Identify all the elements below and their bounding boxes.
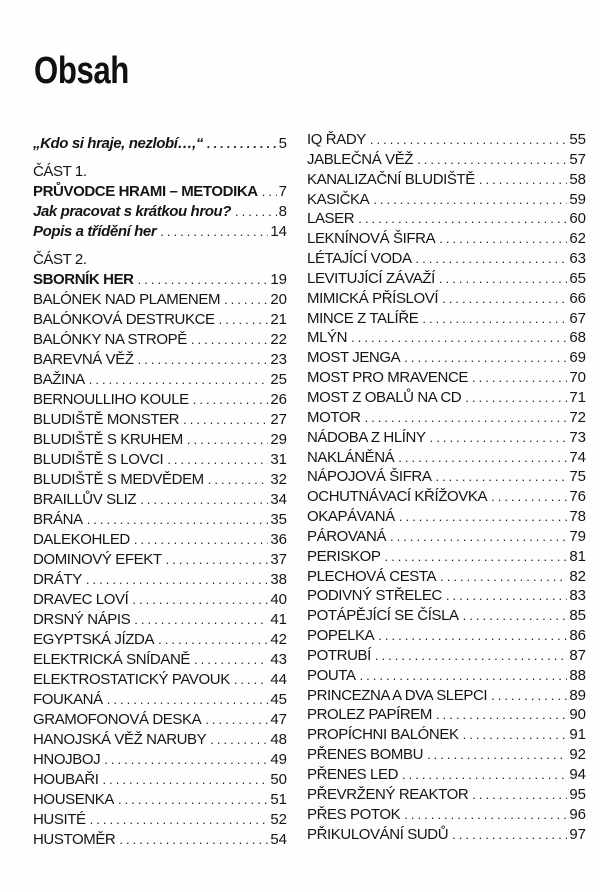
toc-entry-page: 21 xyxy=(270,311,287,328)
toc-entry-label: BLUDIŠTĚ S LOVCI xyxy=(33,451,164,468)
dot-leader xyxy=(166,550,269,570)
toc-entry-page: 37 xyxy=(270,551,287,568)
toc-entry[interactable] xyxy=(307,328,586,348)
part-2-heading: ČÁST 2. xyxy=(33,251,87,268)
toc-entry[interactable] xyxy=(33,430,287,450)
toc-entry-intro[interactable] xyxy=(33,134,287,154)
dot-leader xyxy=(440,567,567,587)
dot-leader xyxy=(193,390,269,410)
toc-entry-page: 65 xyxy=(569,269,586,287)
toc-entry[interactable] xyxy=(307,606,586,626)
toc-entry[interactable] xyxy=(33,690,287,710)
toc-entry[interactable] xyxy=(33,490,287,510)
toc-entry-label: ELEKTRICKÁ SNÍDANĚ xyxy=(33,651,191,668)
toc-entry[interactable] xyxy=(307,229,586,249)
dot-leader xyxy=(205,710,268,730)
toc-entry[interactable] xyxy=(307,686,586,706)
toc-entry[interactable] xyxy=(33,610,287,630)
toc-entry-label: PLECHOVÁ CESTA xyxy=(307,567,437,585)
toc-entry-page: 50 xyxy=(270,771,287,788)
toc-entry[interactable] xyxy=(33,222,287,242)
toc-entry-page: 26 xyxy=(270,391,287,408)
dot-leader xyxy=(416,249,568,269)
right-items xyxy=(307,130,586,844)
toc-entry-page: 27 xyxy=(270,411,287,428)
dot-leader xyxy=(378,626,567,646)
dot-leader xyxy=(103,770,269,790)
toc-entry-page: 71 xyxy=(569,388,586,406)
dot-leader xyxy=(107,690,269,710)
toc-entry-label: OCHUTNÁVACÍ KŘÍŽOVKA xyxy=(307,488,488,506)
toc-entry-page: 67 xyxy=(569,309,586,327)
spacer xyxy=(33,154,287,162)
dot-leader xyxy=(207,134,277,154)
dot-leader xyxy=(491,487,567,507)
dot-leader xyxy=(140,490,268,510)
toc-entry[interactable] xyxy=(307,309,586,329)
dot-leader xyxy=(134,530,268,550)
dot-leader xyxy=(89,370,269,390)
toc-entry-label: PŘIKULOVÁNÍ SUDŮ xyxy=(307,825,449,843)
toc-entry-label: PŘES POTOK xyxy=(307,805,401,823)
dot-leader xyxy=(360,666,568,686)
toc-entry-page: 76 xyxy=(569,488,586,506)
dot-leader xyxy=(87,510,269,530)
toc-entry-page: 52 xyxy=(270,811,287,828)
toc-entry[interactable] xyxy=(307,646,586,666)
toc-entry[interactable] xyxy=(33,330,287,350)
toc-entry-label: NAKLÁNĚNÁ xyxy=(307,448,395,466)
toc-entry[interactable] xyxy=(33,350,287,370)
toc-entry-label: MOST JENGA xyxy=(307,349,401,367)
dot-leader xyxy=(439,269,567,289)
toc-entry[interactable] xyxy=(33,710,287,730)
toc-entry-label: PERISKOP xyxy=(307,547,381,565)
toc-entry-label: Popis a třídění her xyxy=(33,223,157,240)
toc-entry-label: BRÁNA xyxy=(33,511,83,528)
dot-leader xyxy=(435,467,567,487)
toc-entry-page: 57 xyxy=(569,150,586,168)
toc-entry[interactable] xyxy=(307,487,586,507)
toc-entry-label: POTRUBÍ xyxy=(307,646,371,664)
toc-entry[interactable] xyxy=(307,467,586,487)
toc-entry-label: JABLEČNÁ VĚŽ xyxy=(307,150,414,168)
toc-entry[interactable] xyxy=(307,209,586,229)
toc-entry-label: BLUDIŠTĚ S KRUHEM xyxy=(33,431,183,448)
toc-entry-label: HUSTOMĚR xyxy=(33,831,116,848)
toc-entry-label: „Kdo si hraje, nezlobí…,“ xyxy=(33,135,204,152)
toc-entry-label: MOST Z OBALŮ NA CD xyxy=(307,388,462,406)
toc-entry-page: 85 xyxy=(569,607,586,625)
toc-entry-label: ELEKTROSTATICKÝ PAVOUK xyxy=(33,671,230,688)
toc-entry-page: 54 xyxy=(270,831,287,848)
dot-leader xyxy=(373,190,567,210)
dot-leader xyxy=(439,229,567,249)
dot-leader xyxy=(358,209,567,229)
dot-leader xyxy=(404,348,567,368)
toc-entry-label: DOMINOVÝ EFEKT xyxy=(33,551,162,568)
toc-entry[interactable] xyxy=(307,785,586,805)
toc-entry-page: 8 xyxy=(278,203,287,220)
toc-entry-label: BLUDIŠTĚ S MEDVĚDEM xyxy=(33,471,204,488)
toc-entry[interactable] xyxy=(307,348,586,368)
toc-entry-label: HOUSENKA xyxy=(33,791,114,808)
toc-entry[interactable] xyxy=(307,527,586,547)
toc-entry-page: 89 xyxy=(569,686,586,704)
toc-entry-page: 45 xyxy=(270,691,287,708)
dot-leader xyxy=(118,790,268,810)
toc-entry-label: NÁPOJOVÁ ŠIFRA xyxy=(307,468,432,486)
toc-entry-page: 62 xyxy=(569,230,586,248)
toc-entry-page: 68 xyxy=(569,329,586,347)
dot-leader xyxy=(90,810,269,830)
toc-entry-label: HNOJBOJ xyxy=(33,751,101,768)
toc-entry-label: DALEKOHLED xyxy=(33,531,130,548)
toc-entry-page: 59 xyxy=(569,190,586,208)
toc-entry[interactable] xyxy=(307,805,586,825)
dot-leader xyxy=(138,270,269,290)
dot-leader xyxy=(167,450,268,470)
toc-entry-label: PŘENES BOMBU xyxy=(307,746,424,764)
toc-entry-page: 95 xyxy=(569,785,586,803)
toc-entry-page: 7 xyxy=(278,183,287,200)
dot-leader xyxy=(430,428,568,448)
spacer xyxy=(33,242,287,250)
toc-entry[interactable] xyxy=(307,170,586,190)
toc-entry-page: 86 xyxy=(569,627,586,645)
dot-leader xyxy=(262,182,277,202)
dot-leader xyxy=(422,309,567,329)
toc-entry-label: MIMICKÁ PŘÍSLOVÍ xyxy=(307,289,439,307)
toc-entry-label: BRAILLŮV SLIZ xyxy=(33,491,137,508)
toc-entry-label: DRSNÝ NÁPIS xyxy=(33,611,131,628)
toc-entry-page: 78 xyxy=(569,508,586,526)
dot-leader xyxy=(104,750,268,770)
dot-leader xyxy=(119,830,268,850)
toc-entry[interactable] xyxy=(33,830,287,850)
toc-entry-page: 82 xyxy=(569,567,586,585)
toc-entry-page: 75 xyxy=(569,468,586,486)
toc-entry[interactable] xyxy=(307,448,586,468)
toc-entry[interactable] xyxy=(307,249,586,269)
toc-entry[interactable] xyxy=(307,567,586,587)
toc-entry[interactable] xyxy=(307,666,586,686)
toc-entry-page: 44 xyxy=(270,671,287,688)
toc-entry[interactable] xyxy=(307,428,586,448)
toc-entry-label: PŘENES LED xyxy=(307,766,399,783)
toc-entry-label: BLUDIŠTĚ MONSTER xyxy=(33,411,180,428)
toc-entry-page: 55 xyxy=(569,131,586,148)
toc-entry-page: 31 xyxy=(270,451,287,468)
toc-entry-label: Jak pracovat s krátkou hrou? xyxy=(33,203,232,220)
toc-entry[interactable] xyxy=(33,202,287,222)
toc-entry-page: 92 xyxy=(569,746,586,764)
toc-entry-page: 20 xyxy=(270,291,287,308)
toc-entry-page: 70 xyxy=(569,369,586,387)
toc-entry[interactable] xyxy=(33,290,287,310)
toc-entry-label: POPELKA xyxy=(307,627,375,645)
toc-entry-label: NÁDOBA Z HLÍNY xyxy=(307,428,426,446)
toc-entry-label: HANOJSKÁ VĚŽ NARUBY xyxy=(33,731,207,748)
toc-entry-label: EGYPTSKÁ JÍZDA xyxy=(33,631,155,648)
dot-leader xyxy=(491,686,567,706)
dot-leader xyxy=(370,130,567,150)
toc-entry[interactable] xyxy=(307,745,586,765)
toc-entry-page: 79 xyxy=(569,527,586,545)
dot-leader xyxy=(224,290,268,310)
toc-entry[interactable] xyxy=(307,725,586,745)
toc-entry[interactable] xyxy=(33,370,287,390)
toc-entry-page: 25 xyxy=(270,371,287,388)
dot-leader xyxy=(183,410,268,430)
toc-entry-label: DRÁTY xyxy=(33,571,82,588)
toc-entry-page: 94 xyxy=(569,766,586,783)
toc-entry[interactable] xyxy=(33,470,287,490)
toc-entry[interactable] xyxy=(307,408,586,428)
dot-leader xyxy=(365,408,568,428)
toc-entry[interactable] xyxy=(307,825,586,845)
dot-leader xyxy=(472,785,567,805)
toc-entry-label: PODIVNÝ STŘELEC xyxy=(307,587,442,605)
toc-entry-label: BALÓNKY NA STROPĚ xyxy=(33,331,187,348)
dot-leader xyxy=(390,527,567,547)
dot-leader xyxy=(398,448,567,468)
toc-entry-page: 51 xyxy=(270,791,287,808)
dot-leader xyxy=(160,222,268,242)
toc-entry-page: 41 xyxy=(270,611,287,628)
dot-leader xyxy=(208,470,269,490)
toc-entry-label: MLÝN xyxy=(307,329,348,347)
toc-entry-label: POUTA xyxy=(307,666,356,684)
toc-entry-page: 91 xyxy=(569,726,586,744)
dot-leader xyxy=(404,805,567,825)
toc-entry[interactable] xyxy=(33,510,287,530)
dot-leader xyxy=(446,586,567,606)
page-title: Obsah xyxy=(34,50,129,92)
toc-entry-page: 23 xyxy=(270,351,287,368)
toc-entry[interactable] xyxy=(307,269,586,289)
toc-entry-page: 83 xyxy=(569,587,586,605)
toc-entry[interactable] xyxy=(307,586,586,606)
toc-entry[interactable] xyxy=(307,130,586,150)
toc-entry[interactable] xyxy=(307,388,586,408)
dot-leader xyxy=(452,825,567,845)
toc-entry[interactable] xyxy=(307,190,586,210)
toc-entry-label: BALÓNKOVÁ DESTRUKCE xyxy=(33,311,215,328)
toc-entry[interactable] xyxy=(33,310,287,330)
dot-leader xyxy=(86,570,268,590)
toc-entry-label: BAŽINA xyxy=(33,371,85,388)
toc-entry-label: PROLEZ PAPÍREM xyxy=(307,706,432,724)
toc-entry-page: 81 xyxy=(569,547,586,565)
toc-entry-page: 47 xyxy=(270,711,287,728)
toc-entry-page: 73 xyxy=(569,428,586,446)
toc-right-column xyxy=(307,130,586,844)
toc-entry-page: 29 xyxy=(270,431,287,448)
toc-entry-page: 34 xyxy=(270,491,287,508)
toc-entry-page: 66 xyxy=(569,289,586,307)
toc-entry-part1-title[interactable] xyxy=(33,182,287,202)
toc-entry-label: BAREVNÁ VĚŽ xyxy=(33,351,134,368)
toc-entry-page: 35 xyxy=(270,511,287,528)
toc-entry[interactable] xyxy=(307,765,586,785)
toc-entry-label: DRAVEC LOVÍ xyxy=(33,591,129,608)
toc-entry-label: IQ ŘADY xyxy=(307,131,366,148)
toc-entry[interactable] xyxy=(307,626,586,646)
toc-entry-label: BALÓNEK NAD PLAMENEM xyxy=(33,291,221,308)
toc-entry-label: LÉTAJÍCÍ VODA xyxy=(307,250,412,268)
toc-entry-label: SBORNÍK HER xyxy=(33,271,134,288)
toc-entry-page: 58 xyxy=(569,170,586,188)
dot-leader xyxy=(234,670,269,690)
toc-entry[interactable] xyxy=(33,570,287,590)
toc-entry-label: PÁROVANÁ xyxy=(307,527,387,545)
toc-entry-page: 43 xyxy=(270,651,287,668)
dot-leader xyxy=(472,368,567,388)
dot-leader xyxy=(385,547,568,567)
toc-entry-page: 69 xyxy=(569,349,586,367)
toc-entry-page: 40 xyxy=(270,591,287,608)
toc-entry-label: HUSITÉ xyxy=(33,811,86,828)
dot-leader xyxy=(463,606,568,626)
toc-entry-label: HOUBAŘI xyxy=(33,771,99,788)
toc-entry-label: MINCE Z TALÍŘE xyxy=(307,309,419,327)
toc-entry[interactable] xyxy=(33,530,287,550)
dot-leader xyxy=(479,170,567,190)
toc-entry[interactable] xyxy=(307,705,586,725)
toc-entry[interactable] xyxy=(33,390,287,410)
toc-entry-page: 97 xyxy=(569,825,586,843)
dot-leader xyxy=(436,705,567,725)
toc-entry-label: FOUKANÁ xyxy=(33,691,103,708)
toc-entry-page: 74 xyxy=(569,448,586,466)
toc-left-column xyxy=(33,134,287,850)
toc-entry-label: MOTOR xyxy=(307,408,361,426)
dot-leader xyxy=(194,650,268,670)
toc-entry-page: 22 xyxy=(270,331,287,348)
toc-entry-label: OKAPÁVANÁ xyxy=(307,508,395,526)
toc-entry-page: 90 xyxy=(569,706,586,724)
dot-leader xyxy=(187,430,268,450)
toc-entry-page: 14 xyxy=(270,223,287,240)
toc-entry-page: 96 xyxy=(569,805,586,823)
toc-entry[interactable] xyxy=(33,650,287,670)
toc-entry-label: PRINCEZNA A DVA SLEPCI xyxy=(307,686,488,704)
toc-entry-page: 72 xyxy=(569,408,586,426)
toc-entry-page: 48 xyxy=(270,731,287,748)
toc-entry-page: 49 xyxy=(270,751,287,768)
toc-entry-page: 60 xyxy=(569,210,586,228)
dot-leader xyxy=(235,202,277,222)
toc-entry-part2-title[interactable] xyxy=(33,270,287,290)
toc-entry-label: GRAMOFONOVÁ DESKA xyxy=(33,711,202,728)
dot-leader xyxy=(399,507,567,527)
toc-entry[interactable] xyxy=(33,410,287,430)
dot-leader xyxy=(219,310,269,330)
toc-entry-label: MOST PRO MRAVENCE xyxy=(307,369,468,387)
toc-entry-page: 42 xyxy=(270,631,287,648)
toc-entry-label: PŘEVRŽENÝ REAKTOR xyxy=(307,785,469,803)
toc-entry[interactable] xyxy=(307,289,586,309)
toc-entry[interactable] xyxy=(33,790,287,810)
toc-entry-label: PROPÍCHNI BALÓNEK xyxy=(307,726,459,744)
dot-leader xyxy=(132,590,268,610)
toc-entry-page: 19 xyxy=(270,271,287,288)
toc-entry[interactable] xyxy=(33,670,287,690)
toc-entry[interactable] xyxy=(307,547,586,567)
toc-entry[interactable] xyxy=(33,450,287,470)
dot-leader xyxy=(463,725,568,745)
toc-entry[interactable] xyxy=(33,810,287,830)
toc-entry[interactable] xyxy=(33,750,287,770)
toc-entry[interactable] xyxy=(307,368,586,388)
toc-entry[interactable] xyxy=(33,770,287,790)
toc-entry[interactable] xyxy=(33,630,287,650)
dot-leader xyxy=(465,388,567,408)
toc-entry-page: 36 xyxy=(270,531,287,548)
toc-entry-page: 32 xyxy=(270,471,287,488)
toc-entry[interactable] xyxy=(33,550,287,570)
dot-leader xyxy=(375,646,567,666)
toc-entry-label: BERNOULLIHO KOULE xyxy=(33,391,189,408)
toc-entry-page: 38 xyxy=(270,571,287,588)
dot-leader xyxy=(442,289,567,309)
toc-entry-page: 63 xyxy=(569,250,586,268)
toc-entry-label: KANALIZAČNÍ BLUDIŠTĚ xyxy=(307,170,475,188)
dot-leader xyxy=(210,730,268,750)
dot-leader xyxy=(427,745,567,765)
dot-leader xyxy=(402,765,567,785)
toc-entry-label: PRŮVODCE HRAMI – METODIKA xyxy=(33,183,258,200)
part-2-items xyxy=(33,290,287,850)
dot-leader xyxy=(158,630,268,650)
toc-entry-page: 87 xyxy=(569,646,586,664)
dot-leader xyxy=(351,328,567,348)
dot-leader xyxy=(134,610,268,630)
dot-leader xyxy=(191,330,268,350)
toc-entry-label: LEKNÍNOVÁ ŠIFRA xyxy=(307,230,436,248)
toc-entry[interactable] xyxy=(307,507,586,527)
toc-entry[interactable] xyxy=(307,150,586,170)
part-1-items xyxy=(33,202,287,242)
toc-entry[interactable] xyxy=(33,730,287,750)
part-1-heading: ČÁST 1. xyxy=(33,163,87,180)
toc-entry-page: 88 xyxy=(569,666,586,684)
toc-entry-label: LEVITUJÍCÍ ZÁVAŽÍ xyxy=(307,269,435,287)
dot-leader xyxy=(417,150,567,170)
toc-entry-page: 5 xyxy=(278,135,287,152)
toc-entry-label: KASIČKA xyxy=(307,190,370,208)
dot-leader xyxy=(138,350,269,370)
toc-entry-label: POTÁPĚJÍCÍ SE ČÍSLA xyxy=(307,607,459,625)
toc-entry-label: LASER xyxy=(307,210,355,228)
toc-entry[interactable] xyxy=(33,590,287,610)
